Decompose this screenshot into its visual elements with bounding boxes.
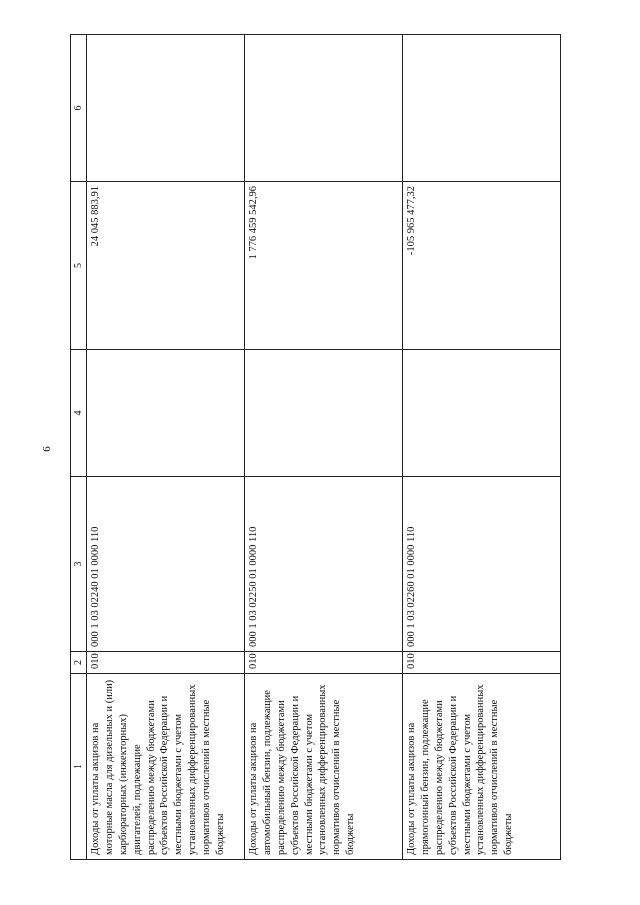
col4-cell [245, 350, 403, 477]
table-header-row [71, 35, 87, 860]
table-row [245, 35, 403, 860]
revenue-name-cell: Доходы от уплаты акцизов на автомобильный бензин, подлежащие распределению между бюджетами субъектов Российской Федерации и местными бюджетами с учетом установленных дифференцированных нормативов отчислений в местные бюджеты [245, 674, 403, 860]
admin-code-cell: 010 [403, 652, 561, 674]
col6-cell [245, 35, 403, 182]
column-header: 6 [71, 35, 87, 182]
revenue-table-rotated [70, 35, 570, 860]
column-header: 5 [71, 182, 87, 350]
kbk-code-cell: 000 1 03 02260 01 0000 110 [403, 477, 561, 652]
col4-cell [403, 350, 561, 477]
amount-cell: 1 776 459 542,96 [245, 182, 403, 350]
column-header: 2 [71, 652, 87, 674]
table-row [403, 35, 561, 860]
revenue-table [70, 34, 561, 860]
amount-cell: 24 045 883,91 [87, 182, 245, 350]
admin-code-cell: 010 [245, 652, 403, 674]
col6-cell [87, 35, 245, 182]
admin-code-cell: 010 [87, 652, 245, 674]
col4-cell [87, 350, 245, 477]
amount-cell: -105 965 477,32 [403, 182, 561, 350]
page-number: 6 [40, 446, 53, 452]
revenue-name-cell: Доходы от уплаты акцизов на прямогонный бензин, подлежащие распределению между бюджетами субъектов Российской Федерации и местными бюджетами с учетом установленных дифференцированных нормативов отчислений в местные бюджеты [403, 674, 561, 860]
kbk-code-cell: 000 1 03 02250 01 0000 110 [245, 477, 403, 652]
table-row [87, 35, 245, 860]
kbk-code-cell: 000 1 03 02240 01 0000 110 [87, 477, 245, 652]
revenue-name-cell: Доходы от уплаты акцизов на моторные масла для дизельных и (или) карбюраторных (инжекторных) двигателей, подлежащие распределению между бюджетами субъектов Российской Федерации и местными бюджетами с учетом установленных дифференцированных нормативов отчислений в местные бюджеты [87, 674, 245, 860]
column-header: 3 [71, 477, 87, 652]
col6-cell [403, 35, 561, 182]
column-header: 4 [71, 350, 87, 477]
column-header: 1 [71, 674, 87, 860]
